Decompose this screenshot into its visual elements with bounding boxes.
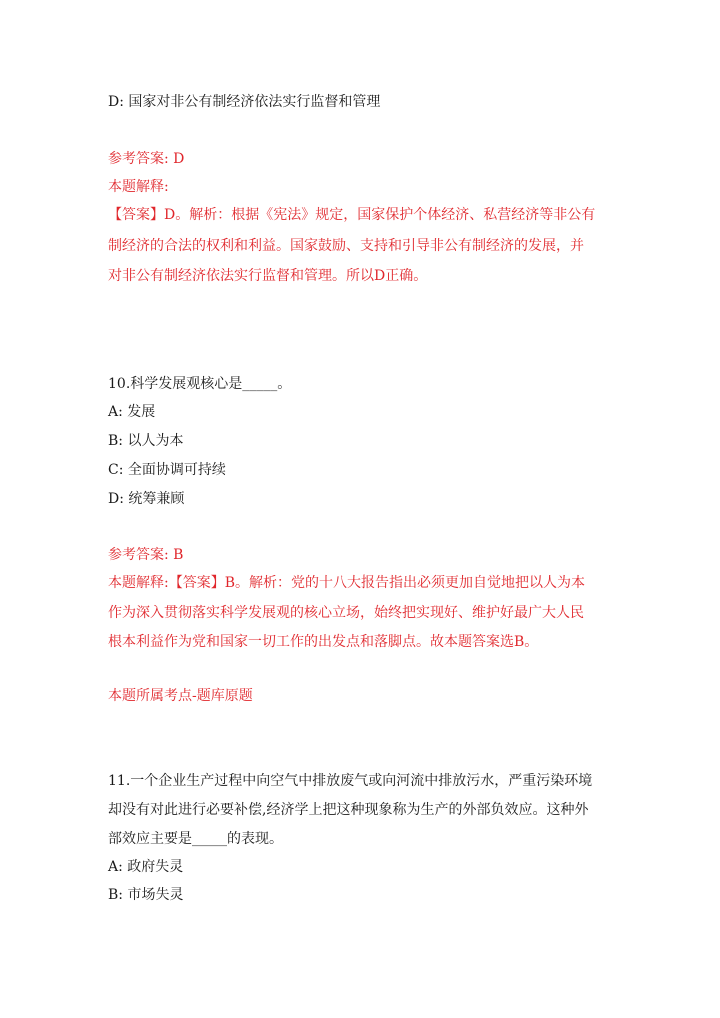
q10-answer: 参考答案: B bbox=[108, 547, 184, 563]
q11-option-b: B: 市场失灵 bbox=[108, 887, 184, 903]
q9-explanation-line-2: 制经济的合法的权利和利益。国家鼓励、支持和引导非公有制经济的发展，并 bbox=[108, 238, 584, 254]
q11-stem-line-1: 11.一个企业生产过程中向空气中排放废气或向河流中排放污水，严重污染环境 bbox=[108, 773, 593, 789]
q10-explanation-line-2: 作为深入贯彻落实科学发展观的核心立场，始终把实现好、维护好最广大人民 bbox=[108, 605, 584, 621]
q10-explanation-line-1: 本题解释:【答案】B。解析：党的十八大报告指出必须更加自觉地把以人为本 bbox=[108, 575, 586, 591]
q9-explanation-label: 本题解释: bbox=[108, 179, 169, 195]
q11-stem-line-3: 部效应主要是_____的表现。 bbox=[108, 831, 283, 847]
q9-explanation-line-3: 对非公有制经济依法实行监督和管理。所以D正确。 bbox=[108, 268, 428, 284]
q10-option-d: D: 统筹兼顾 bbox=[108, 491, 185, 507]
q10-explanation-line-3: 根本利益作为党和国家一切工作的出发点和落脚点。故本题答案选B。 bbox=[108, 634, 539, 650]
q9-answer: 参考答案: D bbox=[108, 151, 185, 167]
q10-source: 本题所属考点-题库原题 bbox=[108, 688, 253, 704]
q11-option-a: A: 政府失灵 bbox=[108, 859, 184, 875]
q10-stem: 10.科学发展观核心是_____。 bbox=[108, 376, 292, 392]
q11-stem-line-2: 却没有对此进行必要补偿,经济学上把这种现象称为生产的外部负效应。这种外 bbox=[108, 802, 589, 818]
q9-option-d: D: 国家对非公有制经济依法实行监督和管理 bbox=[108, 94, 381, 110]
q10-option-a: A: 发展 bbox=[108, 404, 156, 420]
q9-explanation-line-1: 【答案】D。解析：根据《宪法》规定，国家保护个体经济、私营经济等非公有 bbox=[108, 207, 596, 223]
q10-option-b: B: 以人为本 bbox=[108, 433, 184, 449]
q10-option-c: C: 全面协调可持续 bbox=[108, 462, 226, 478]
